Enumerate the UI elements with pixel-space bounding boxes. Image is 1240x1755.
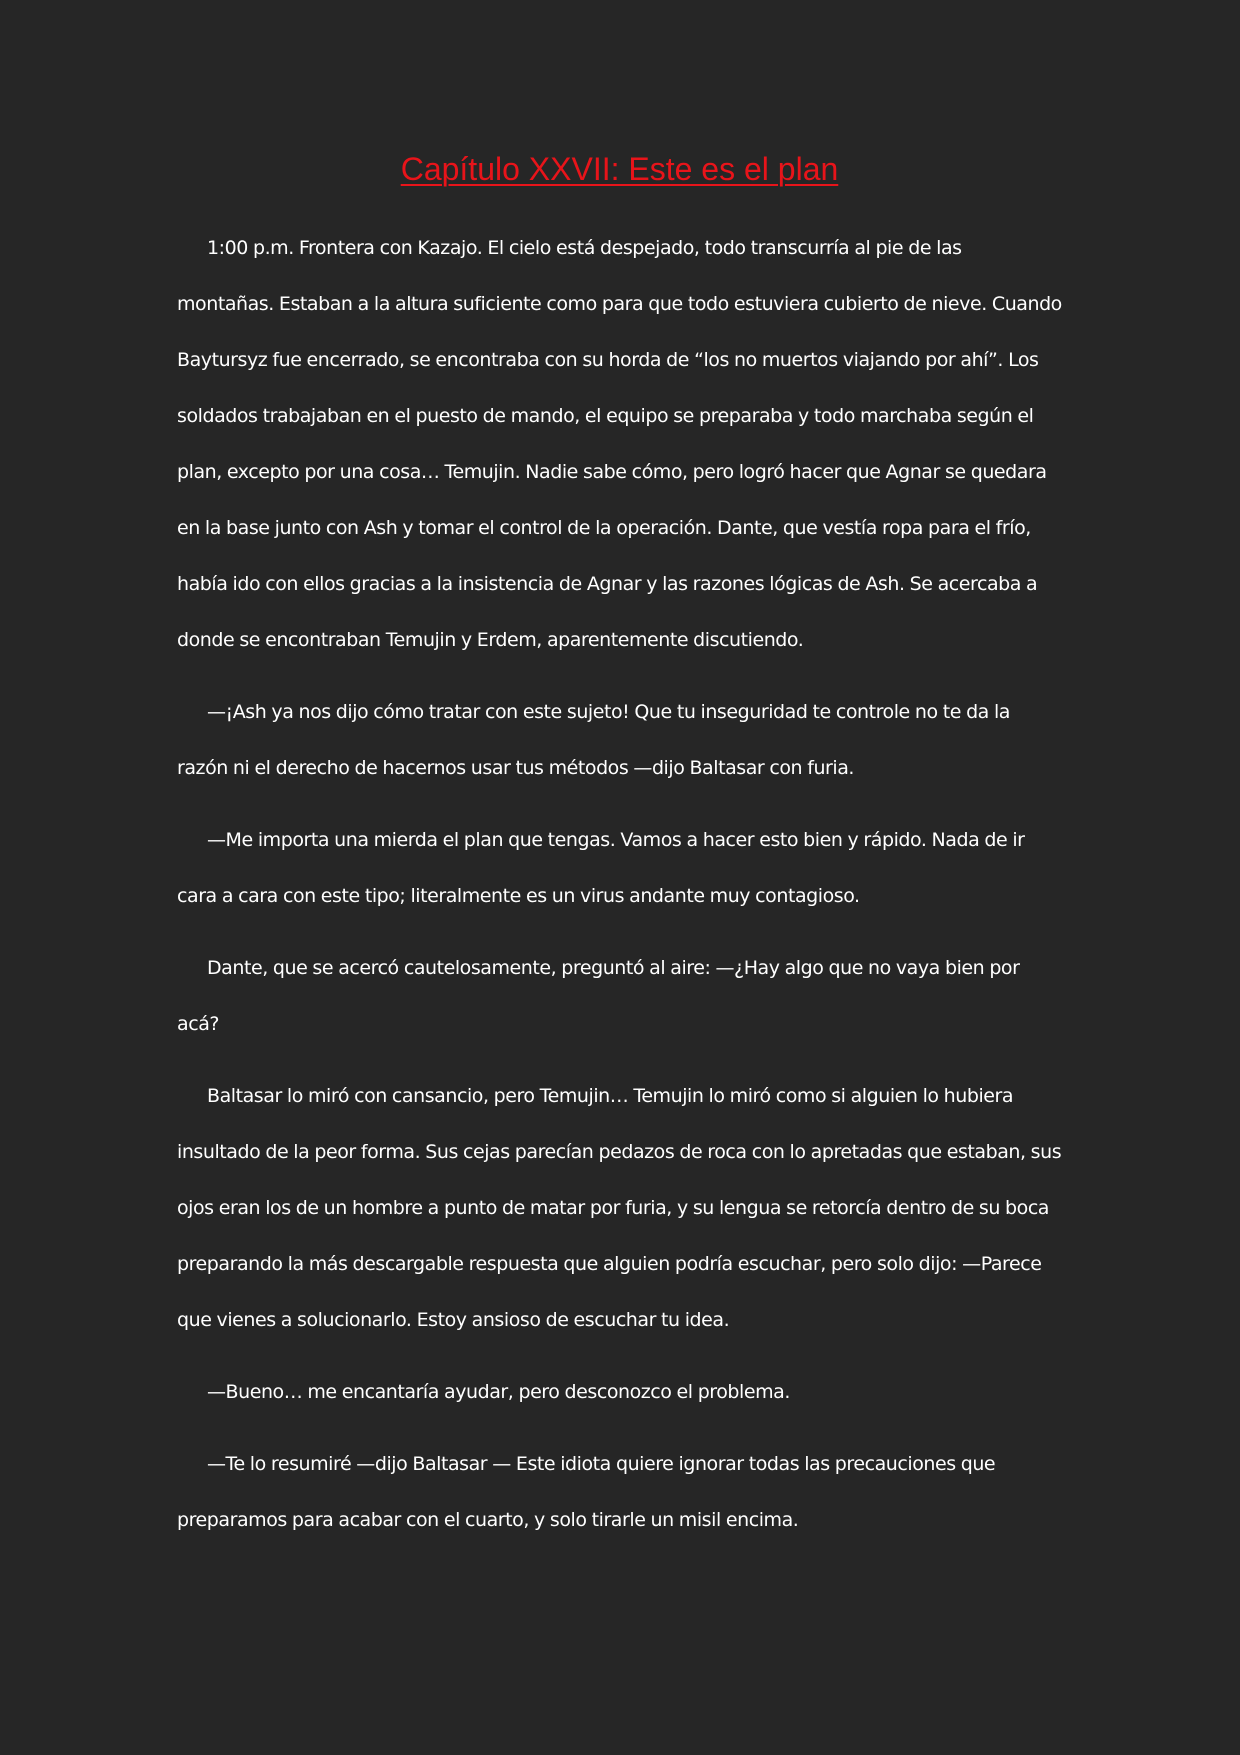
paragraph-5: Baltasar lo miró con cansancio, pero Temujin… Temujin lo miró como si alguien lo hubiera insultado de la peor forma. Sus cejas parecían pedazos de roca con lo apretadas que estaban, sus ojos eran los de un hombre a punto de matar por furia, y su lengua se retorcía dentro de su boca preparando la más descargable respuesta que alguien podría escuchar, pero solo dijo: —Parece que vienes a solucionarlo. Estoy ansioso de escuchar tu idea.	[177, 1085, 1062, 1331]
paragraph-7: —Te lo resumiré —dijo Baltasar — Este idiota quiere ignorar todas las precauciones que preparamos para acabar con el cuarto, y solo tirarle un misil encima.	[177, 1453, 996, 1531]
paragraph-2: —¡Ash ya nos dijo cómo tratar con este sujeto! Que tu inseguridad te controle no te da la razón ni el derecho de hacernos usar tus métodos —dijo Baltasar con furia.	[177, 701, 1010, 779]
paragraph-1: 1:00 p.m. Frontera con Kazajo. El cielo está despejado, todo transcurría al pie de las montañas. Estaban a la altura suficiente como para que todo estuviera cubierto de nieve. Cuando Baytursyz fue encerrado, se encontraba con su horda de “los no muertos viajando por ahí”. Los soldados trabajaban en el puesto de mando, el equipo se preparaba y todo marchaba según el plan, excepto por una cosa… Temujin. Nadie sabe cómo, pero logró hacer que Agnar se quedara en la base junto con Ash y tomar el control de la operación. Dante, que vestía ropa para el frío, había ido con ellos gracias a la insistencia de Agnar y las razones lógicas de Ash. Se acercaba a donde se encontraban Temujin y Erdem, aparentemente discutiendo.	[177, 237, 1062, 651]
paragraph-3: —Me importa una mierda el plan que tengas. Vamos a hacer esto bien y rápido. Nada de ir cara a cara con este tipo; literalmente es un virus andante muy contagioso.	[177, 829, 1025, 907]
document-page	[177, 148, 1062, 1564]
paragraph-6: —Bueno… me encantaría ayudar, pero desconozco el problema.	[207, 1381, 790, 1403]
paragraph-4: Dante, que se acercó cautelosamente, preguntó al aire: —¿Hay algo que no vaya bien por acá?	[177, 957, 1020, 1035]
chapter-title: Capítulo XXVII: Este es el plan	[400, 151, 839, 187]
